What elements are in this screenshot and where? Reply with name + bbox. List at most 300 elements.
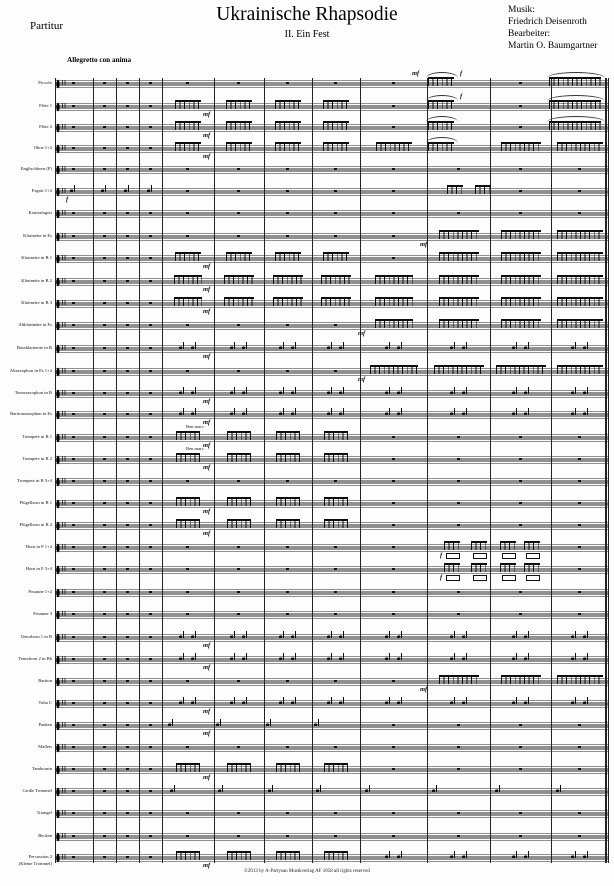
horn-chord-lower	[502, 575, 516, 581]
quarter-note	[218, 785, 223, 792]
whole-rest-mark	[237, 568, 240, 570]
quarter-note	[571, 387, 576, 394]
quarter-note	[124, 185, 129, 192]
quarter-note	[242, 408, 247, 415]
whole-rest-mark	[149, 746, 152, 748]
clef-glyph	[56, 498, 60, 510]
whole-rest-mark	[103, 812, 106, 814]
quarter-note	[291, 697, 296, 704]
whole-rest-mark	[72, 280, 75, 282]
tempo-marking: Allegretto con anima	[67, 56, 132, 64]
whole-rest-mark	[72, 613, 75, 615]
staff-label: Altklarinette in Es	[18, 322, 52, 327]
quarter-note	[230, 653, 235, 660]
whole-rest-mark	[103, 768, 106, 770]
quarter-note	[291, 342, 296, 349]
whole-rest-mark	[149, 147, 152, 149]
whole-rest-mark	[457, 746, 460, 748]
quarter-note	[191, 342, 196, 349]
whole-rest-mark	[186, 82, 189, 84]
whole-rest-mark	[392, 168, 395, 170]
whole-rest-mark	[149, 636, 152, 638]
whole-rest-mark	[578, 812, 581, 814]
whole-rest-mark	[392, 524, 395, 526]
whole-rest-mark	[72, 436, 75, 438]
beamed-note-group	[439, 297, 479, 306]
whole-rest-mark	[72, 480, 75, 482]
clef-glyph	[56, 720, 60, 732]
whole-rest-mark	[457, 812, 460, 814]
quarter-note	[385, 851, 390, 858]
horn-chord-lower	[446, 575, 460, 581]
barline	[608, 78, 609, 863]
whole-rest-mark	[334, 235, 337, 237]
beamed-note-group	[276, 519, 300, 528]
beamed-note-group	[496, 365, 546, 374]
direction-text: Ben marc.	[186, 446, 205, 451]
beamed-note-group	[428, 100, 454, 109]
whole-rest-mark	[334, 82, 337, 84]
whole-rest-mark	[103, 347, 106, 349]
whole-rest-mark	[103, 458, 106, 460]
staff-lines	[55, 788, 608, 796]
beamed-note-group	[276, 851, 300, 860]
whole-rest-mark	[103, 302, 106, 304]
beamed-note-group	[447, 185, 463, 194]
dynamic-mark: mf	[203, 730, 211, 737]
key-signature	[62, 656, 67, 661]
quarter-note	[291, 387, 296, 394]
whole-rest-mark	[578, 502, 581, 504]
beamed-note-group	[557, 319, 603, 328]
whole-rest-mark	[392, 436, 395, 438]
whole-rest-mark	[126, 502, 129, 504]
staff-label-2: (Kleine Trommel)	[18, 861, 52, 866]
staff-label: Triangel	[36, 810, 52, 815]
whole-rest-mark	[149, 126, 152, 128]
quarter-note	[462, 653, 467, 660]
whole-rest-mark	[103, 168, 106, 170]
whole-rest-mark	[149, 835, 152, 837]
music-label: Musik:	[508, 5, 535, 15]
beamed-note-group	[375, 319, 413, 328]
quarter-note	[230, 342, 235, 349]
beamed-note-group	[375, 275, 413, 284]
beamed-note-group	[175, 142, 201, 151]
beamed-note-group	[428, 142, 454, 151]
beamed-note-group	[323, 121, 349, 130]
whole-rest-mark	[392, 680, 395, 682]
beamed-note-group	[226, 142, 252, 151]
staff-label: Percussion 2	[28, 854, 52, 859]
key-signature	[62, 434, 67, 439]
staff-lines	[55, 188, 608, 196]
staff-label: Tenorhorn 2 in Bb	[18, 656, 52, 661]
whole-rest-mark	[126, 658, 129, 660]
quarter-note	[450, 631, 455, 638]
whole-rest-mark	[334, 680, 337, 682]
clef-glyph	[56, 564, 60, 576]
whole-rest-mark	[392, 835, 395, 837]
quarter-note	[179, 653, 184, 660]
clef-glyph	[56, 764, 60, 776]
quarter-note	[268, 785, 273, 792]
whole-rest-mark	[519, 524, 522, 526]
beamed-note-group	[375, 297, 413, 306]
clef-glyph	[56, 343, 60, 355]
whole-rest-mark	[286, 168, 289, 170]
whole-rest-mark	[457, 835, 460, 837]
horn-chord-beam	[471, 563, 487, 572]
whole-rest-mark	[126, 82, 129, 84]
key-signature	[62, 611, 67, 616]
key-signature	[62, 368, 67, 373]
whole-rest-mark	[334, 568, 337, 570]
whole-rest-mark	[457, 724, 460, 726]
horn-chord-beam	[444, 563, 460, 572]
copyright-footer: ©2013 by A-Partysan Musikverlag AF 1058 all rights reserved	[244, 869, 370, 874]
whole-rest-mark	[72, 302, 75, 304]
whole-rest-mark	[126, 147, 129, 149]
whole-rest-mark	[103, 126, 106, 128]
composer-name: Friedrich Deisenroth	[508, 17, 587, 28]
clef-glyph	[56, 698, 60, 710]
quarter-note	[571, 653, 576, 660]
whole-rest-mark	[286, 324, 289, 326]
whole-rest-mark	[149, 257, 152, 259]
whole-rest-mark	[186, 613, 189, 615]
beamed-note-group	[549, 77, 601, 86]
staff-label: Flöte 2	[39, 124, 52, 129]
dynamic-mark: mf	[203, 708, 211, 715]
quarter-note	[191, 631, 196, 638]
quarter-note	[327, 408, 332, 415]
quarter-note	[397, 697, 402, 704]
key-signature	[62, 810, 67, 815]
clef-glyph	[56, 654, 60, 666]
beamed-note-group	[324, 497, 348, 506]
whole-rest-mark	[578, 168, 581, 170]
staff-label: Becken	[38, 833, 52, 838]
staff-lines	[55, 80, 608, 88]
staff-label: Große Trommel	[22, 788, 52, 793]
dynamic-mark: mf	[203, 862, 211, 869]
whole-rest-mark	[126, 812, 129, 814]
whole-rest-mark	[72, 235, 75, 237]
quarter-note	[327, 653, 332, 660]
dynamic-mark: f	[440, 574, 443, 581]
beamed-note-group	[176, 453, 200, 462]
whole-rest-mark	[149, 347, 152, 349]
staff-label: Englischhorn (F)	[20, 166, 52, 171]
staff-label: Oboe 1+2	[33, 145, 52, 150]
beamed-note-group	[501, 275, 541, 284]
whole-rest-mark	[72, 126, 75, 128]
whole-rest-mark	[186, 591, 189, 593]
beamed-note-group	[227, 763, 251, 772]
whole-rest-mark	[126, 546, 129, 548]
beamed-note-group	[557, 297, 603, 306]
whole-rest-mark	[286, 812, 289, 814]
key-signature	[62, 478, 67, 483]
clef-glyph	[56, 676, 60, 688]
whole-rest-mark	[72, 636, 75, 638]
quarter-note	[524, 342, 529, 349]
beamed-note-group	[439, 275, 479, 284]
beamed-note-group	[323, 252, 349, 261]
whole-rest-mark	[578, 212, 581, 214]
slur-arc	[547, 72, 605, 78]
quarter-note	[230, 387, 235, 394]
whole-rest-mark	[103, 546, 106, 548]
clef-glyph	[56, 143, 60, 155]
quarter-note	[571, 851, 576, 858]
clef-glyph	[56, 366, 60, 378]
whole-rest-mark	[186, 746, 189, 748]
whole-rest-mark	[103, 790, 106, 792]
whole-rest-mark	[457, 613, 460, 615]
whole-rest-mark	[392, 591, 395, 593]
whole-rest-mark	[72, 524, 75, 526]
key-signature	[62, 833, 67, 838]
whole-rest-mark	[103, 856, 106, 858]
whole-rest-mark	[126, 856, 129, 858]
whole-rest-mark	[126, 392, 129, 394]
quarter-note	[432, 785, 437, 792]
whole-rest-mark	[72, 168, 75, 170]
staff-label: Pauken	[38, 722, 52, 727]
dynamic-mark: mf	[203, 308, 211, 315]
quarter-note	[462, 697, 467, 704]
dynamic-mark: f	[460, 70, 463, 77]
clef-glyph	[56, 786, 60, 798]
whole-rest-mark	[149, 168, 152, 170]
key-signature	[62, 124, 67, 129]
whole-rest-mark	[519, 190, 522, 192]
quarter-note	[327, 697, 332, 704]
beamed-note-group	[174, 297, 202, 306]
quarter-note	[314, 719, 319, 726]
whole-rest-mark	[186, 235, 189, 237]
quarter-note	[583, 408, 588, 415]
quarter-note	[397, 851, 402, 858]
whole-rest-mark	[578, 480, 581, 482]
clef-glyph	[56, 122, 60, 134]
clef-glyph	[56, 253, 60, 265]
page-title: Ukrainische Rhapsodie	[216, 4, 398, 25]
whole-rest-mark	[578, 546, 581, 548]
key-signature	[62, 522, 67, 527]
quarter-note	[462, 342, 467, 349]
whole-rest-mark	[237, 546, 240, 548]
whole-rest-mark	[72, 812, 75, 814]
quarter-note	[168, 719, 173, 726]
beamed-note-group	[176, 431, 200, 440]
dynamic-mark: mf	[420, 241, 428, 248]
whole-rest-mark	[286, 568, 289, 570]
whole-rest-mark	[286, 235, 289, 237]
whole-rest-mark	[578, 458, 581, 460]
staff-label: Klarinette in B 1	[21, 255, 52, 260]
whole-rest-mark	[126, 458, 129, 460]
whole-rest-mark	[334, 746, 337, 748]
beamed-note-group	[501, 142, 541, 151]
quarter-note	[339, 342, 344, 349]
whole-rest-mark	[457, 524, 460, 526]
dynamic-mark: mf	[203, 419, 211, 426]
quarter-note	[339, 631, 344, 638]
whole-rest-mark	[186, 835, 189, 837]
dynamic-mark: mf	[358, 376, 366, 383]
quarter-note	[339, 387, 344, 394]
beamed-note-group	[434, 365, 484, 374]
whole-rest-mark	[103, 835, 106, 837]
whole-rest-mark	[186, 212, 189, 214]
quarter-note	[583, 631, 588, 638]
whole-rest-mark	[186, 546, 189, 548]
horn-chord-lower	[526, 575, 540, 581]
whole-rest-mark	[126, 370, 129, 372]
beamed-note-group	[321, 275, 351, 284]
whole-rest-mark	[103, 324, 106, 326]
whole-rest-mark	[126, 413, 129, 415]
quarter-note	[191, 697, 196, 704]
staff-label: Kontrafagott	[28, 210, 52, 215]
whole-rest-mark	[149, 235, 152, 237]
whole-rest-mark	[519, 835, 522, 837]
whole-rest-mark	[149, 568, 152, 570]
whole-rest-mark	[457, 458, 460, 460]
whole-rest-mark	[103, 413, 106, 415]
beamed-note-group	[276, 453, 300, 462]
beamed-note-group	[501, 319, 541, 328]
whole-rest-mark	[334, 591, 337, 593]
quarter-note	[450, 342, 455, 349]
staff-lines	[55, 478, 608, 486]
whole-rest-mark	[72, 835, 75, 837]
quarter-note	[583, 851, 588, 858]
dynamic-mark: mf	[203, 263, 211, 270]
beamed-note-group	[557, 365, 603, 374]
dynamic-mark: mf	[203, 508, 211, 515]
whole-rest-mark	[519, 480, 522, 482]
key-signature	[62, 322, 67, 327]
quarter-note	[512, 851, 517, 858]
whole-rest-mark	[149, 436, 152, 438]
whole-rest-mark	[578, 524, 581, 526]
horn-chord-lower	[526, 553, 540, 559]
beamed-note-group	[227, 431, 251, 440]
whole-rest-mark	[103, 235, 106, 237]
whole-rest-mark	[392, 812, 395, 814]
dynamic-mark: mf	[358, 330, 366, 337]
quarter-note	[450, 408, 455, 415]
beamed-note-group	[501, 252, 541, 261]
quarter-note	[512, 697, 517, 704]
key-signature	[62, 103, 67, 108]
whole-rest-mark	[72, 347, 75, 349]
quarter-note	[385, 631, 390, 638]
whole-rest-mark	[237, 324, 240, 326]
whole-rest-mark	[149, 546, 152, 548]
whole-rest-mark	[72, 392, 75, 394]
quarter-note	[191, 408, 196, 415]
whole-rest-mark	[519, 724, 522, 726]
beamed-note-group	[227, 497, 251, 506]
quarter-note	[512, 387, 517, 394]
whole-rest-mark	[72, 324, 75, 326]
dynamic-mark: mf	[203, 442, 211, 449]
whole-rest-mark	[72, 546, 75, 548]
whole-rest-mark	[519, 746, 522, 748]
clef-glyph	[56, 409, 60, 421]
dynamic-mark: mf	[412, 70, 420, 77]
whole-rest-mark	[103, 746, 106, 748]
clef-glyph	[56, 432, 60, 444]
whole-rest-mark	[149, 502, 152, 504]
quarter-note	[524, 653, 529, 660]
staff-label: Horn in F 3+4	[25, 566, 52, 571]
beamed-note-group	[439, 252, 479, 261]
beamed-note-group	[376, 142, 412, 151]
whole-rest-mark	[392, 212, 395, 214]
key-signature	[62, 80, 67, 85]
whole-rest-mark	[186, 680, 189, 682]
beamed-note-group	[557, 275, 603, 284]
dynamic-mark: mf	[203, 642, 211, 649]
clef-glyph	[56, 609, 60, 621]
staff-label: Altsaxophon in Es 1+2	[9, 368, 52, 373]
movement-title: II. Ein Fest	[284, 29, 330, 40]
whole-rest-mark	[103, 280, 106, 282]
quarter-note	[179, 387, 184, 394]
whole-rest-mark	[149, 591, 152, 593]
whole-rest-mark	[149, 413, 152, 415]
whole-rest-mark	[237, 370, 240, 372]
beamed-note-group	[557, 142, 603, 151]
quarter-note	[397, 408, 402, 415]
quarter-note	[279, 631, 284, 638]
whole-rest-mark	[149, 370, 152, 372]
whole-rest-mark	[126, 280, 129, 282]
whole-rest-mark	[392, 235, 395, 237]
clef-glyph	[56, 632, 60, 644]
beamed-note-group	[557, 252, 603, 261]
beamed-note-group	[275, 121, 301, 130]
beamed-note-group	[273, 297, 303, 306]
whole-rest-mark	[149, 212, 152, 214]
beamed-note-group	[324, 519, 348, 528]
quarter-note	[462, 408, 467, 415]
quarter-note	[583, 697, 588, 704]
beamed-note-group	[224, 275, 254, 284]
whole-rest-mark	[126, 746, 129, 748]
beamed-note-group	[276, 497, 300, 506]
dynamic-mark: mf	[203, 153, 211, 160]
whole-rest-mark	[126, 126, 129, 128]
quarter-note	[179, 697, 184, 704]
quarter-note	[583, 653, 588, 660]
whole-rest-mark	[72, 658, 75, 660]
dynamic-mark: mf	[203, 530, 211, 537]
quarter-note	[450, 851, 455, 858]
whole-rest-mark	[237, 613, 240, 615]
dynamic-mark: f	[66, 196, 69, 203]
beamed-note-group	[324, 431, 348, 440]
whole-rest-mark	[286, 82, 289, 84]
whole-rest-mark	[72, 458, 75, 460]
whole-rest-mark	[126, 568, 129, 570]
